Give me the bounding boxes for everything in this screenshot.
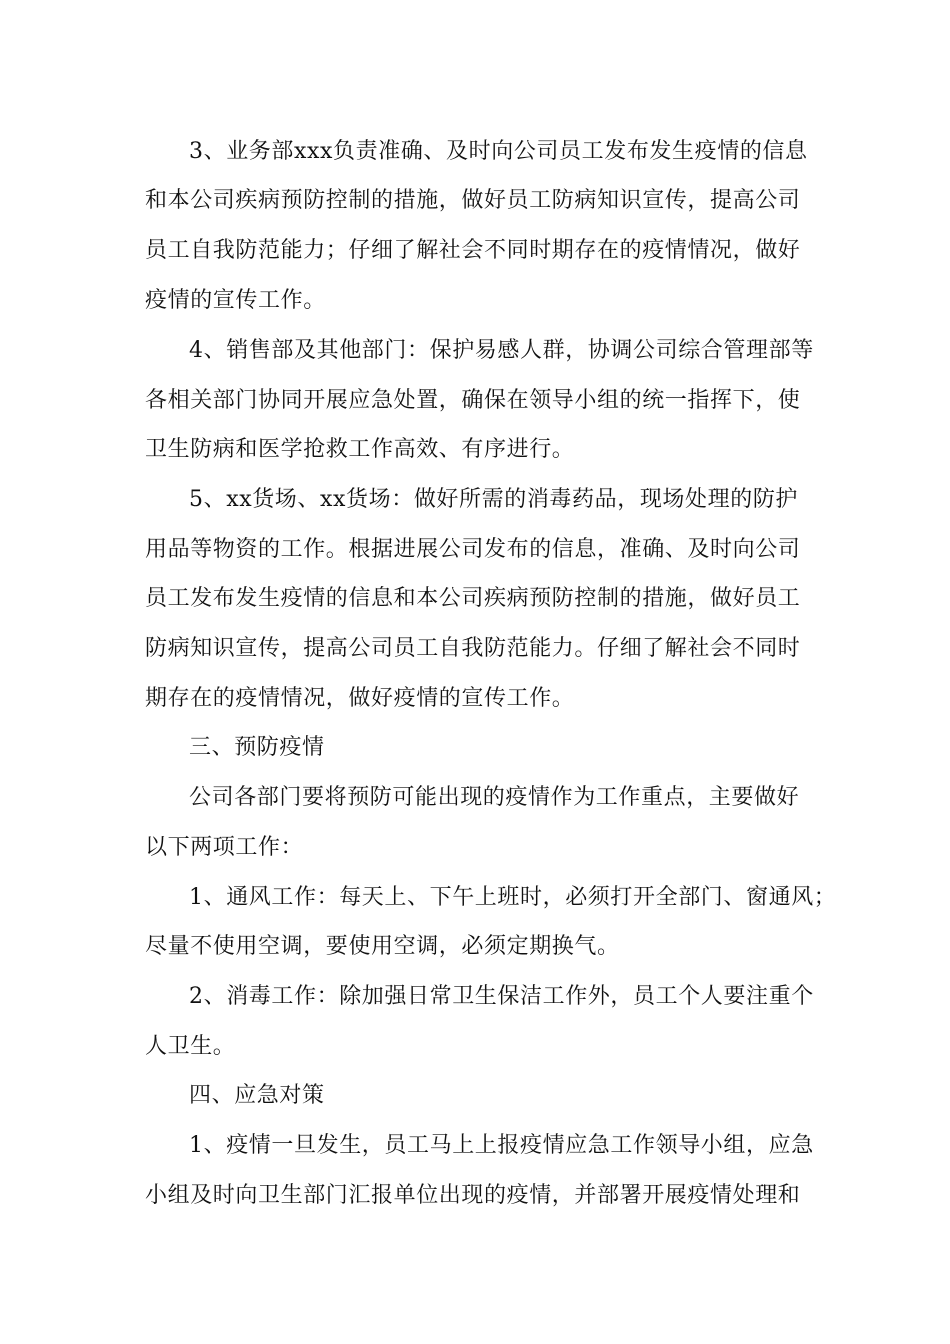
- text-line: 小组及时向卫生部门汇报单位出现的疫情，并部署开展疫情处理和: [145, 1183, 801, 1208]
- text-line: 各相关部门协同开展应急处置，确保在领导小组的统一指挥下，使: [145, 388, 801, 413]
- text-line: 尽量不使用空调，要使用空调，必须定期换气。: [145, 934, 620, 959]
- text-line: 期存在的疫情情况，做好疫情的宣传工作。: [145, 686, 575, 711]
- text-line: 人卫生。: [145, 1034, 236, 1059]
- text-line: 和本公司疾病预防控制的措施，做好员工防病知识宣传，提高公司: [145, 188, 801, 213]
- text-line: 3、业务部xxx负责准确、及时向公司员工发布发生疫情的信息: [189, 139, 808, 164]
- text-line: 4、销售部及其他部门：保护易感人群，协调公司综合管理部等: [189, 338, 814, 363]
- text-line: 员工自我防范能力；仔细了解社会不同时期存在的疫情情况，做好: [145, 238, 801, 263]
- section-heading: 四、应急对策: [189, 1083, 325, 1108]
- text-line: 公司各部门要将预防可能出现的疫情作为工作重点，主要做好: [189, 785, 800, 810]
- text-line: 2、消毒工作：除加强日常卫生保洁工作外，员工个人要注重个: [189, 984, 814, 1009]
- text-line: 防病知识宣传，提高公司员工自我防范能力。仔细了解社会不同时: [145, 636, 801, 661]
- text-line: 卫生防病和医学抢救工作高效、有序进行。: [145, 437, 575, 462]
- text-line: 用品等物资的工作。根据进展公司发布的信息，准确、及时向公司: [145, 537, 801, 562]
- text-line: 1、疫情一旦发生，员工马上上报疫情应急工作领导小组，应急: [189, 1133, 814, 1158]
- text-line: 5、xx货场、xx货场：做好所需的消毒药品，现场处理的防护: [189, 487, 799, 512]
- text-line: 以下两项工作：: [145, 835, 304, 860]
- text-line: 疫情的宣传工作。: [145, 288, 326, 313]
- text-line: 1、通风工作：每天上、下午上班时，必须打开全部门、窗通风；: [189, 885, 837, 910]
- text-line: 员工发布发生疫情的信息和本公司疾病预防控制的措施，做好员工: [145, 586, 801, 611]
- section-heading: 三、预防疫情: [189, 735, 325, 760]
